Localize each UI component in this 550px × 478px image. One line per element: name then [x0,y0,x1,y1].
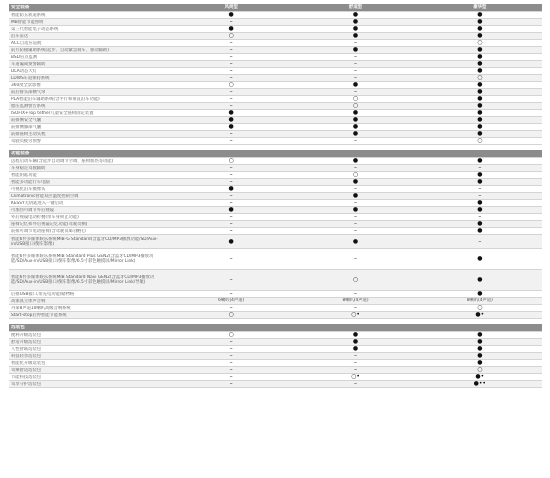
table-row [9,172,542,179]
row-label: 高保真立体声音响 [11,298,46,304]
trim-value: – [353,186,357,192]
trim-value: ○ [477,138,483,144]
row-label: ACC自适应巡航 [11,40,42,46]
row-label: 第三代智能电子动态系统 [11,26,59,32]
trim-value: ● [477,61,483,67]
trim-value: ● [477,339,483,345]
trim-value: ● [477,179,483,185]
table-row [9,89,542,96]
trim-value: ● [352,131,359,137]
trim-value: ● [228,207,234,213]
trim-value: – [353,221,357,227]
trim-value: ● [352,19,359,25]
table-row [9,68,542,75]
trim-value: – [229,61,233,67]
row-label: 驾乘舒适选装包 [11,367,42,373]
trim-value: ○ [352,96,359,102]
trim-value: – [229,131,233,137]
trim-value: ● [352,193,359,199]
trim-value: – [353,291,357,297]
trim-value: ● [352,110,359,116]
trim-value: – [353,367,357,373]
trim-value: ● [228,237,234,245]
trim-value: ●• [475,312,485,318]
trim-value: – [229,103,233,109]
table-row [9,305,542,312]
column-header: 风尚型 [224,4,238,10]
table-row [9,54,542,61]
row-label: DLA动态大灯 [11,68,37,74]
table-row [9,124,542,131]
trim-value: – [478,186,482,192]
table-row [9,61,542,68]
row-label: 可视化泊车摄像头 [11,186,46,192]
row-label: 科技轻享选装包 [11,353,42,359]
table-row [9,332,542,339]
trim-value: – [353,353,357,359]
trim-value: ● [477,47,483,53]
trim-value: – [229,221,233,227]
table-row [9,235,542,249]
trim-value: ●•• [473,381,486,387]
row-label: 丹拿8声道10喇叭高级音响系统 [11,305,71,311]
trim-value: ● [477,12,483,18]
row-label: BSD盲点监测 [11,54,38,60]
trim-value: ● [228,26,234,32]
table-row [9,96,542,103]
trim-value: ● [477,291,483,297]
trim-value: ● [352,179,359,185]
row-label: 前排侧安全气囊 [11,117,42,123]
trim-value: – [229,165,233,171]
trim-value: ● [477,110,483,116]
trim-value: ● [477,82,483,88]
table-row [9,33,542,40]
table-row [9,200,542,207]
trim-value: ● [352,339,359,345]
trim-value: ● [228,110,234,116]
trim-value: ● [477,172,483,178]
trim-value: – [353,228,357,234]
table-row [9,158,542,165]
table-row [9,214,542,221]
config-table [9,4,542,388]
trim-value: ● [477,221,483,227]
trim-value: ○ [477,75,483,81]
trim-value: – [353,89,357,95]
table-row [9,165,542,172]
table-row [9,291,542,298]
trim-value: ● [477,117,483,123]
trim-value: ● [228,124,234,130]
trim-value: – [229,381,233,387]
section-header [9,324,542,332]
trim-value: ● [352,82,359,88]
trim-value: ●• [475,374,485,380]
row-label: 胎压监测警告系统 [11,103,46,109]
table-row [9,103,542,110]
table-row [9,117,542,124]
trim-value: – [229,214,233,220]
row-label: 360度全景影像 [11,82,41,88]
trim-value: ● [477,255,483,262]
trim-value: ● [228,186,234,192]
trim-value: – [229,19,233,25]
trim-value: – [229,346,233,352]
section-header [9,150,542,158]
trim-value: – [229,353,233,359]
table-row [9,110,542,117]
trim-value: – [229,68,233,74]
column-header: 豪华型 [473,4,487,10]
section-title: 选装包 [11,325,25,330]
trim-value: ● [477,200,483,206]
trim-value: ○• [351,312,360,318]
trim-value: – [229,75,233,81]
row-label: 座椅记忆和外后视镜记忆功能(驾驶员侧) [11,221,88,227]
table-row [9,374,542,381]
table-row [9,312,542,319]
row-label: 泊车雷达 [11,33,29,39]
row-label: 驾驶员疲劳预警 [11,138,42,144]
table-row [9,82,542,89]
trim-value: ○ [477,305,483,311]
trim-value: ○• [351,374,360,380]
trim-value: ● [352,332,359,338]
trim-value: – [353,255,357,262]
trim-value: – [229,367,233,373]
trim-value: – [353,40,357,46]
trim-value: ● [477,89,483,95]
trim-value: ● [477,360,483,366]
row-label: 智能多功能行车电脑 [11,179,50,185]
trim-value: ○ [477,40,483,46]
trim-value: 8喇叭(4声道) [342,298,369,303]
row-label: 节能科技选装包 [11,374,42,380]
trim-value: ● [352,47,359,53]
trim-value: – [353,165,357,171]
trim-value: ○ [228,158,234,164]
trim-value: ● [477,124,483,130]
trim-value: – [229,374,233,380]
trim-value: – [229,200,233,206]
trim-value: – [229,360,233,366]
row-label: 外后视镜电动折叠(带车身锁止功能) [11,214,79,220]
row-label: 车身稳定驾驶辅助 [11,165,46,171]
trim-value: – [353,68,357,74]
table-row [9,249,542,270]
row-label: 驾享守护选装包 [11,381,42,387]
row-label: 前方防撞辅助系统(起步、自动紧急刹车、驱动辅助) [11,47,109,53]
trim-value: – [229,276,233,283]
trim-value: – [353,381,357,387]
table-row [9,47,542,54]
trim-value: – [478,214,482,220]
row-label: Start-stop启停智能节能系统 [11,312,67,318]
trim-value: ● [477,131,483,137]
table-row [9,346,542,353]
trim-value: ● [477,207,483,213]
row-label: 前排侧膝部气囊 [11,124,42,130]
trim-value: ● [477,96,483,102]
trim-value: ● [477,33,483,39]
trim-value: – [229,47,233,53]
row-label: Climatronic智能双区温度控制空调 [11,193,79,199]
trim-value: ● [477,228,483,234]
row-label: 舒适升级选装包 [11,339,42,345]
trim-value: ○ [228,82,234,88]
row-label: KESSY无钥匙进入一键启动 [11,200,64,206]
table-row [9,26,542,33]
trim-value: ● [477,19,483,25]
trim-value: ○ [228,312,234,318]
table-row [9,40,542,47]
trim-value: ○ [352,276,359,283]
trim-value: – [353,61,357,67]
row-label: 便利升级选装包 [11,332,42,338]
row-label: 智能6件多媒体娱乐系统MIB-G Standard(含蓝牙CD/MP3播放功能/SD/Aux-in/USB接口/倒车影像) [11,236,158,247]
trim-value: ● [477,276,483,283]
trim-value: ● [477,353,483,359]
trim-value: ● [352,124,359,130]
trim-value: ● [352,237,359,245]
trim-value: ● [228,117,234,123]
trim-value: – [229,89,233,95]
trim-value: ● [477,158,483,164]
table-row [9,186,542,193]
trim-value: – [478,237,482,245]
trim-value: ● [352,26,359,32]
trim-value: – [353,75,357,81]
trim-value: – [229,339,233,345]
table-row [9,360,542,367]
trim-value: 6喇叭(4声道) [218,298,245,303]
section-title: 安全装备 [11,5,30,10]
trim-value: ● [477,103,483,109]
table-row [9,12,542,19]
row-label: 智能化升级选装包 [11,360,46,366]
trim-value: – [353,200,357,206]
trim-value: – [229,179,233,185]
trim-value: ● [352,12,359,18]
row-label: 远程启动车辆(含起步自动调节空调、座椅加热等功能) [11,158,114,164]
trim-value: – [229,40,233,46]
trim-value: – [229,255,233,262]
row-label: 智能6件多媒体娱乐系统MIB Standard Plus GEN2(含蓝牙CD/MP3播放功能/SD/Aux-in/USB接口/倒车影像/6.5寸彩色触摸屏/Mirror Link) [11,254,154,264]
row-label: 车道偏离预警辅助 [11,61,46,67]
row-label: LDWS车道保持系统 [11,75,50,81]
table-row [9,19,542,26]
trim-value: ● [352,117,359,123]
trim-value: – [353,305,357,311]
table-row [9,228,542,235]
column-header: 舒适型 [348,4,363,10]
row-label: ISOFIX+Top tether儿童安全座椅固定装置 [11,110,94,116]
trim-value: ● [477,332,483,338]
table-row [9,131,542,138]
trim-value: ● [477,346,483,352]
trim-value: ○ [352,103,359,109]
table-row [9,138,542,145]
row-label: 智能防五轨道系统 [11,12,46,18]
trim-value: – [229,305,233,311]
table-row [9,179,542,186]
table-row [9,193,542,200]
trim-value: ● [477,68,483,74]
trim-value: – [353,214,357,220]
trim-value: – [229,291,233,297]
trim-value: – [353,138,357,144]
trim-value: ● [477,26,483,32]
row-label: PLA智能泊车辅助系统(含平行和垂直泊车功能) [11,96,100,102]
trim-value: ○ [228,33,234,39]
trim-value: – [229,172,233,178]
row-label: 可加热可调节外后视镜 [11,207,54,213]
trim-value: – [353,54,357,60]
trim-value: – [229,54,233,60]
table-row [9,339,542,346]
trim-value: ● [477,54,483,60]
trim-value: ● [352,158,359,164]
trim-value: ○ [228,332,234,338]
row-label: 人性智联选装包 [11,346,42,352]
row-label: 智能钥匙功能 [11,172,37,178]
trim-value: 8喇叭(4声道) [466,298,493,303]
trim-value: – [353,360,357,366]
section-title: 功能装备 [11,151,30,156]
row-label: 前排座椅主动头枕 [11,131,46,137]
table-row [9,221,542,228]
table-row [9,75,542,82]
trim-value: ● [352,346,359,352]
trim-value: – [229,193,233,199]
trim-value: ● [352,33,359,39]
table-row [9,353,542,360]
row-label: MB智能节能照明 [11,19,44,25]
trim-value: – [478,165,482,171]
trim-value: – [229,138,233,144]
table-row [9,298,542,305]
trim-value: – [478,193,482,199]
trim-value: ○ [477,367,483,373]
table-row [9,367,542,374]
trim-value: – [229,228,233,234]
section-header [9,4,542,12]
row-label: 前排可调节电动座椅(含驾驶员4向腰托) [11,228,86,234]
trim-value: – [229,96,233,102]
row-label: 前后排头部侧气帘 [11,89,46,95]
trim-value: ● [228,12,234,18]
table-row [9,381,542,388]
row-label: 后排USB接口,带充电功能/储物格 [11,291,75,297]
row-label: 智能6件多媒体娱乐系统MIB Standard Navi GEN2(含蓝牙CD/MP3播放功能/SD/Aux-in/USB接口/倒车影像/6.5寸彩色触摸屏/Mirror Link/导航) [11,275,155,285]
table-row [9,270,542,291]
trim-value: ● [352,207,359,213]
trim-value: ○ [352,172,359,178]
table-row [9,207,542,214]
